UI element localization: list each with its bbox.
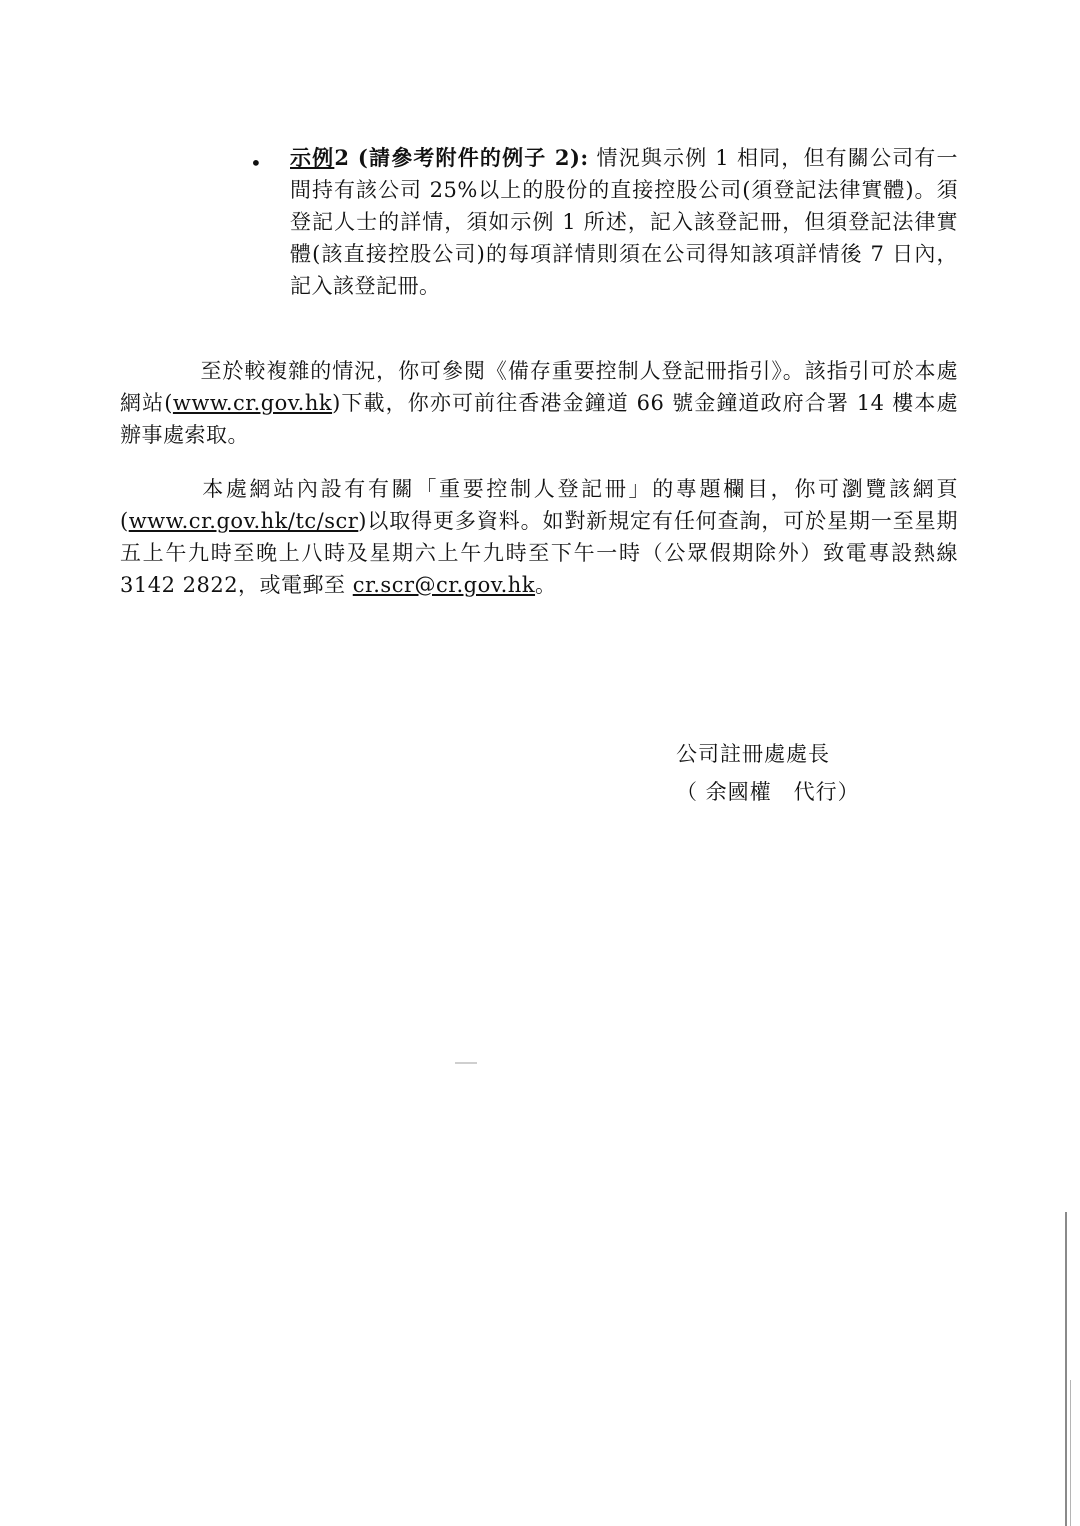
scr-email-link[interactable]: cr.scr@cr.gov.hk <box>352 573 536 597</box>
complex-cases-paragraph <box>120 355 958 451</box>
cr-website-link[interactable]: www.cr.gov.hk <box>172 391 333 415</box>
signature-deputy: （ 余國權 代行） <box>676 780 860 804</box>
paragraph2-text-2: )以取得更多資料。如對新規定有任何查詢，可於星期一至星期五上午九時至晚上八時及星期六上午九時至下午一時（公眾假期除外）致電專設熱線 3142 2822，或電郵至 <box>120 509 958 597</box>
scan-edge-line <box>1065 1212 1067 1526</box>
scan-edge-line-faint <box>1070 1380 1071 1526</box>
example-2-heading <box>290 145 589 170</box>
paragraph2-text-1: 本處網站內設有有關「重要控制人登記冊」的專題欄目，你可瀏覽該網頁( <box>120 477 958 533</box>
paragraph1-text-2: )下載，你亦可前往香港金鐘道 66 號金鐘道政府合署 14 樓本處辦事處索取。 <box>120 391 958 447</box>
scr-webpage-link[interactable]: www.cr.gov.hk/tc/scr <box>128 509 359 533</box>
example-2-body: 情況與示例 1 相同，但有關公司有一間持有該公司 25%以上的股份的直接控股公司(須登記法律實體)。須登記人士的詳情，須如示例 1 所述，記入該登記冊，但須登記法律實體(該直接控股公司)的每項詳情則須在公司得知該項詳情後 7 日內，記入該登記冊。 <box>290 146 958 298</box>
signature-block <box>676 735 860 811</box>
example-2-heading-underlined: 示例 <box>290 145 335 170</box>
example-2-heading-rest: 2 (請參考附件的例子 2): <box>334 145 589 170</box>
paragraph2-text-3: 。 <box>535 573 557 597</box>
bullet-marker: • <box>250 151 262 175</box>
signature-title: 公司註冊處處長 <box>676 742 830 766</box>
faint-page-mark <box>455 1062 477 1064</box>
paragraph1-text-1: 至於較複雜的情況，你可參閱《備存重要控制人登記冊指引》。該指引可於本處網站( <box>120 359 958 415</box>
enquiry-paragraph <box>120 473 958 601</box>
example-2-text <box>290 142 958 302</box>
